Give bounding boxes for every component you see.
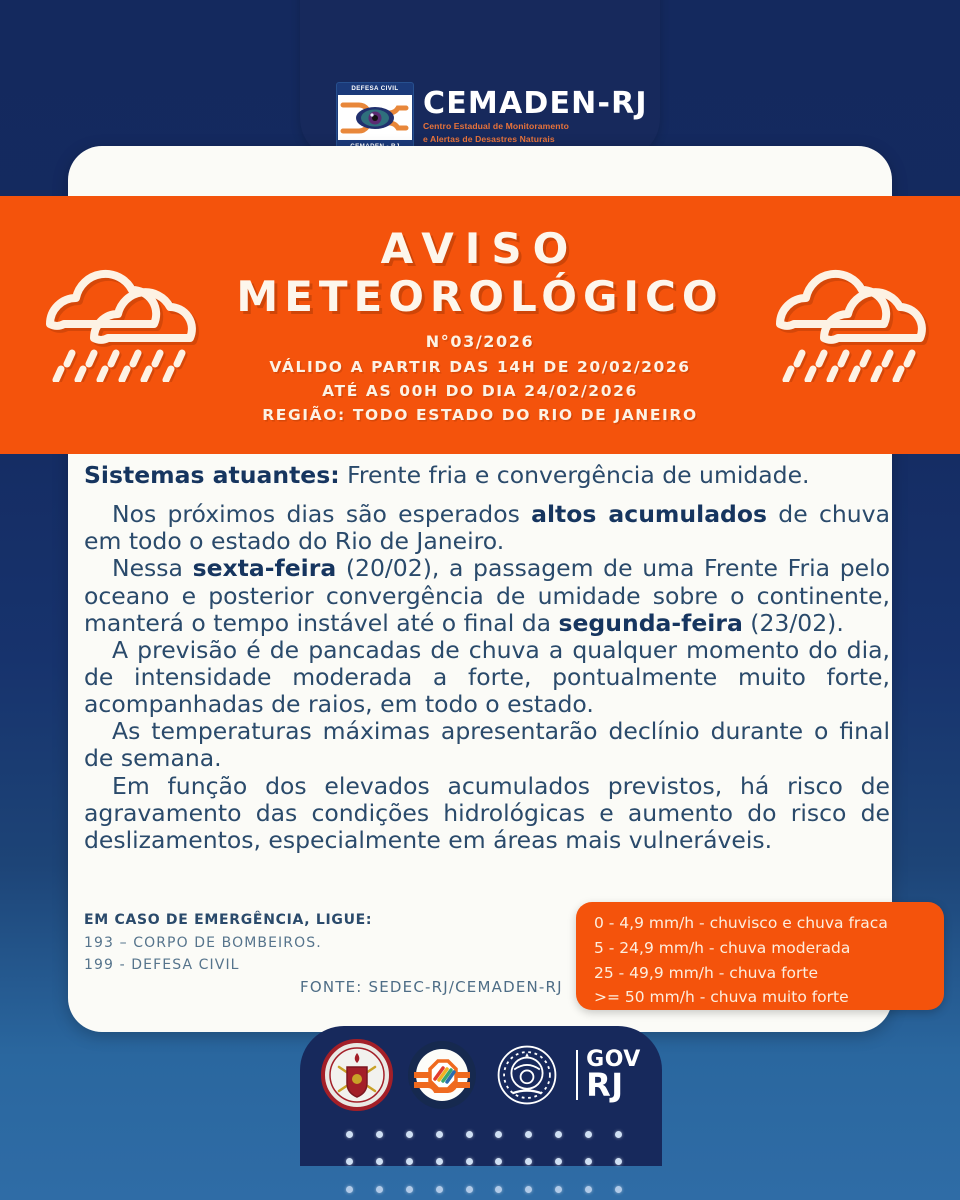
- legend-row-forte: 25 - 49,9 mm/h - chuva forte: [594, 963, 818, 982]
- paragraph-4: As temperaturas máximas apresentarão declínio durante o final de semana.: [84, 717, 890, 773]
- p1-part-c: de chuva em todo o estado do Rio de Janeiro.: [84, 500, 890, 556]
- secretaria-defesa-civil-icon: [406, 1039, 478, 1111]
- dot: [466, 1186, 473, 1193]
- cemaden-logo-icon: [336, 82, 414, 152]
- dot: [615, 1186, 622, 1193]
- brand-subtitle-line2: e Alertas de Desastres Naturais: [423, 134, 555, 144]
- dot-row-bottom-3: [346, 1186, 622, 1193]
- paragraph-1: [84, 501, 890, 555]
- alert-hero-line-2: METEOROLÓGICO: [236, 272, 724, 322]
- dot: [406, 1186, 413, 1193]
- alert-region: REGIÃO: TODO ESTADO DO RIO DE JANEIRO: [262, 405, 698, 424]
- logo-top-label: DEFESA CIVIL: [351, 85, 399, 92]
- brand-title: CEMADEN-RJ: [423, 86, 648, 122]
- emergency-block: [84, 912, 372, 976]
- alert-number: N°03/2026: [425, 331, 535, 351]
- p2-part-c: (20/02), a passagem de uma Frente Fria pelo oceano e posterior convergência de umidade sobre o continente, manterá o tempo instável até o final da: [84, 554, 890, 637]
- dot: [555, 1186, 562, 1193]
- emergency-phone-bombeiros: 193 – CORPO DE BOMBEIROS.: [84, 935, 322, 951]
- dot: [436, 1186, 443, 1193]
- dot: [585, 1186, 592, 1193]
- corpo-de-bombeiros-icon: [321, 1039, 393, 1111]
- rain-cloud-icon: [32, 252, 200, 387]
- emergency-phone-defesa-civil: 199 - DEFESA CIVIL: [84, 956, 240, 973]
- footer-logo-row: [300, 1034, 662, 1116]
- brand-lockup: [336, 82, 648, 152]
- paragraph-5: Em função dos elevados acumulados previstos, há risco de agravamento das condições hidrológicas e aumento do risco de deslizamentos, especialmente em áreas mais vulneráveis.: [84, 771, 890, 854]
- p1-emphasis: altos acumulados: [531, 500, 768, 529]
- p2-part-e: (23/02).: [742, 608, 844, 637]
- dot: [495, 1186, 502, 1193]
- emergency-heading: EM CASO DE EMERGÊNCIA, LIGUE:: [84, 912, 373, 928]
- p2-emphasis-1: sexta-feira: [192, 554, 337, 583]
- rain-cloud-icon: [762, 252, 930, 387]
- p2-part-a: Nessa: [112, 554, 193, 583]
- alert-valid-from: VÁLIDO A PARTIR DAS 14H DE 20/02/2026: [269, 357, 691, 376]
- alert-hero-line-1: AVISO: [380, 224, 580, 274]
- brand-subtitle-line1: Centro Estadual de Monitoramento: [423, 121, 569, 132]
- systems-paragraph: [84, 462, 890, 489]
- alert-valid-to: ATÉ AS 00H DO DIA 24/02/2026: [322, 381, 638, 400]
- systems-value: Frente fria e convergência de umidade.: [339, 461, 810, 489]
- brasao-rio-de-janeiro-icon: [491, 1039, 563, 1111]
- gov-rj-logo: [576, 1046, 641, 1105]
- gov-label: GOV: [586, 1046, 641, 1072]
- logo-eye-emblem: [338, 95, 412, 140]
- brand-text-block: [423, 86, 648, 144]
- legend-row-fraca: 0 - 4,9 mm/h - chuvisco e chuva fraca: [594, 914, 888, 932]
- p1-part-a: Nos próximos dias são esperados: [112, 500, 532, 529]
- p2-emphasis-2: segunda-feira: [558, 608, 743, 637]
- systems-label: Sistemas atuantes:: [84, 461, 340, 489]
- paragraph-2: [84, 555, 890, 636]
- dot: [525, 1186, 532, 1193]
- dot: [376, 1186, 383, 1193]
- paragraph-3: A previsão é de pancadas de chuva a qualquer momento do dia, de intensidade moderada a forte, pontualmente muito forte, acompanhadas de raios, em todo o estado.: [84, 635, 890, 719]
- dot: [346, 1186, 353, 1193]
- logo-divider: [576, 1050, 578, 1100]
- source-credit: FONTE: SEDEC-RJ/CEMADEN-RJ: [300, 978, 563, 996]
- legend-row-moderada: 5 - 24,9 mm/h - chuva moderada: [594, 938, 851, 957]
- rain-intensity-legend: [576, 902, 944, 1010]
- bulletin-body: [84, 462, 890, 854]
- rj-label: RJ: [586, 1066, 624, 1105]
- legend-row-muito-forte: >= 50 mm/h - chuva muito forte: [594, 988, 849, 1007]
